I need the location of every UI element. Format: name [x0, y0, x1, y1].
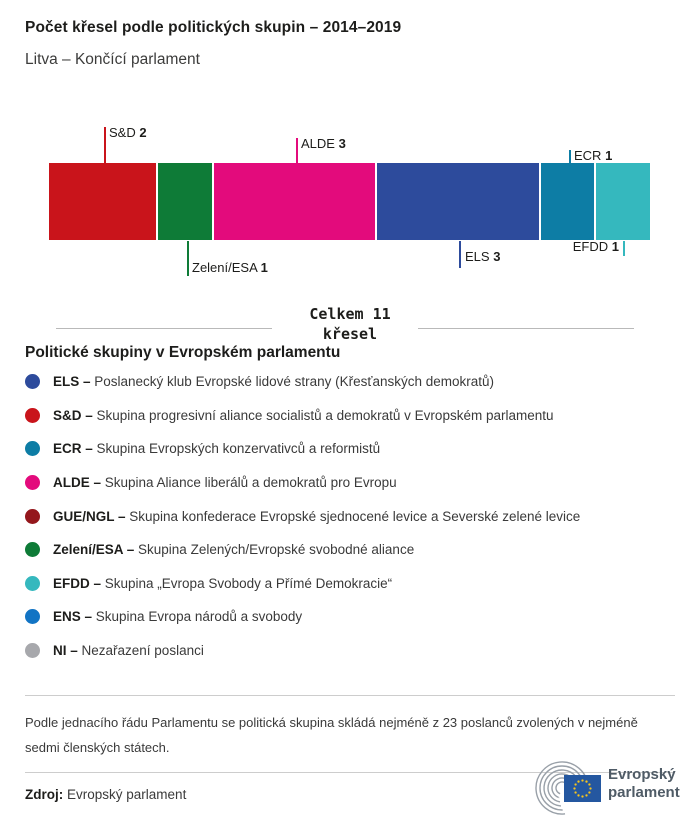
legend-label: ECR – Skupina Evropských konzervativců a reformistů — [53, 441, 381, 457]
source-value: Evropský parlament — [67, 787, 187, 802]
legend-label: ALDE – Skupina Aliance liberálů a demokratů pro Evropu — [53, 475, 397, 491]
total-seats-label — [0, 304, 700, 344]
legend-row-s-d — [25, 399, 580, 433]
legend-row-els — [25, 365, 580, 399]
legend-label: ENS – Skupina Evropa národů a svobody — [53, 609, 303, 625]
legend-dot-alde — [25, 475, 40, 490]
source-label: Zdroj: — [25, 787, 64, 802]
callout-label-els: ELS 3 — [465, 249, 501, 264]
stacked-bar — [49, 163, 650, 240]
divider-top — [25, 695, 675, 696]
legend-dot-s-d — [25, 408, 40, 423]
legend-label: NI – Nezařazení poslanci — [53, 643, 204, 659]
legend-row-ni — [25, 634, 580, 668]
footnote-text: Podle jednacího řádu Parlamentu se politická skupina skládá nejméně z 23 poslanců zvolených v nejméně sedmi členských státech. — [25, 715, 638, 755]
legend-dot-zelen-esa — [25, 542, 40, 557]
total-line-1: Celkem 11 — [309, 305, 391, 323]
bar-segment-alde — [214, 163, 375, 240]
total-line-2: křesel — [322, 325, 378, 343]
callout-label-efdd: EFDD 1 — [572, 239, 619, 254]
legend-label: S&D – Skupina progresivní aliance socialistů a demokratů v Evropském parlamentu — [53, 407, 554, 423]
callout-label-alde: ALDE 3 — [301, 136, 346, 151]
legend-row-ecr — [25, 432, 580, 466]
legend-row-zelen-esa — [25, 533, 580, 567]
logo-line-1: Evropský — [608, 766, 676, 783]
page-subtitle: Litva – Končící parlament — [25, 51, 200, 68]
legend-label: EFDD – Skupina „Evropa Svobody a Přímé Demokracie“ — [53, 575, 393, 591]
legend-dot-ecr — [25, 441, 40, 456]
callout-tick-s-d — [104, 127, 106, 163]
legend-heading: Politické skupiny v Evropském parlamentu — [25, 344, 341, 361]
source-line — [25, 787, 186, 802]
legend-dot-efdd — [25, 576, 40, 591]
logo-wordmark — [608, 766, 680, 802]
callout-tick-efdd — [623, 241, 625, 256]
legend-label: ELS – Poslanecký klub Evropské lidové strany (Křesťanských demokratů) — [53, 374, 494, 390]
bar-segment-els — [377, 163, 538, 240]
callout-tick-ecr — [569, 150, 571, 163]
bar-segment-zelen-esa — [158, 163, 212, 240]
bar-segment-s-d — [49, 163, 156, 240]
legend-label: Zelení/ESA – Skupina Zelených/Evropské svobodné aliance — [53, 542, 415, 558]
legend-dot-ens — [25, 609, 40, 624]
legend-row-efdd — [25, 567, 580, 601]
callout-tick-alde — [296, 138, 298, 163]
legend-row-alde — [25, 466, 580, 500]
legend-list — [25, 365, 580, 667]
callout-label-zelen-esa: Zelení/ESA 1 — [192, 260, 268, 275]
callout-label-s-d: S&D 2 — [109, 125, 147, 140]
legend-row-ens — [25, 600, 580, 634]
eu-flag-icon — [564, 775, 601, 802]
legend-row-gue-ngl — [25, 499, 580, 533]
callout-tick-els — [459, 241, 461, 268]
callout-label-ecr: ECR 1 — [574, 148, 613, 163]
logo-line-2: parlament — [608, 784, 680, 801]
page-title: Počet křesel podle politických skupin – 2014–2019 — [25, 19, 402, 36]
legend-label: GUE/NGL – Skupina konfederace Evropské sjednocené levice a Severské zelené levice — [53, 508, 581, 524]
legend-dot-gue-ngl — [25, 509, 40, 524]
bar-segment-ecr — [541, 163, 595, 240]
legend-dot-els — [25, 374, 40, 389]
bar-segment-efdd — [596, 163, 650, 240]
callout-tick-zelen-esa — [187, 241, 189, 276]
european-parliament-logo — [526, 761, 686, 817]
legend-dot-ni — [25, 643, 40, 658]
